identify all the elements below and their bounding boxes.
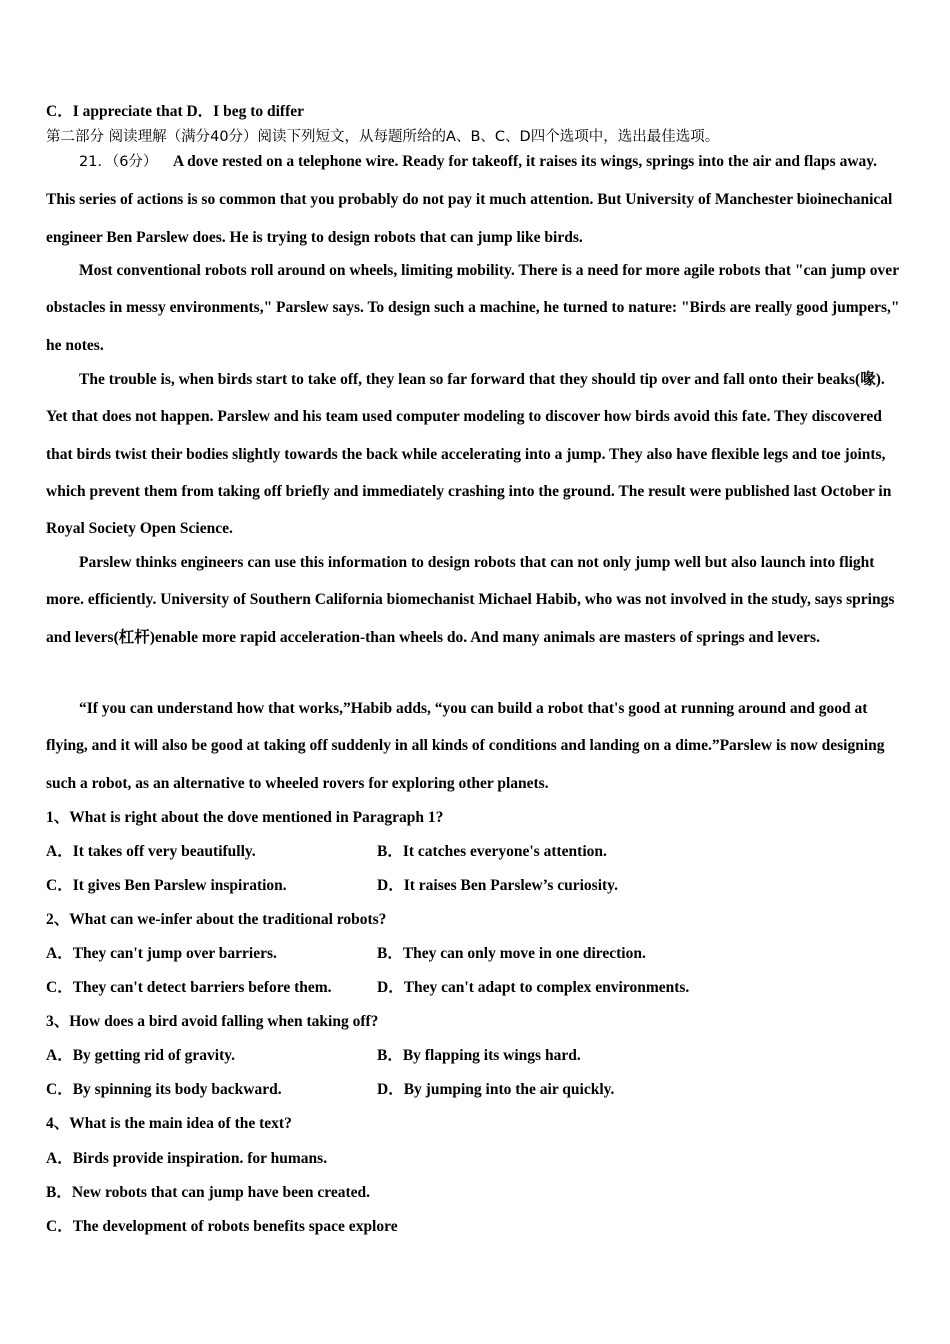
question-1-option-c[interactable]: C．It gives Ben Parslew inspiration. bbox=[46, 877, 287, 894]
section-header: 第二部分 阅读理解（满分40分）阅读下列短文，从每题所给的A、B、C、D四个选项中，选出最佳选项。 bbox=[46, 129, 720, 145]
question-1-option-b[interactable]: B．It catches everyone's attention. bbox=[377, 843, 607, 860]
question-3-option-a[interactable]: A．By getting rid of gravity. bbox=[46, 1047, 235, 1064]
paragraph-1 bbox=[46, 143, 904, 256]
paragraph-1-text: A dove rested on a telephone wire. Ready for takeoff, it raises its wings, springs into the air and flaps away. This series of actions is so common that you probably do not pay it much attention. But University of Manchester bioinechanical engineer Ben Parslew does. He is trying to design robots that can jump like birds. bbox=[46, 153, 893, 246]
question-4-stem: 4、What is the main idea of the text? bbox=[46, 1115, 292, 1132]
paragraph-4: Parslew thinks engineers can use this information to design robots that can not only jump well but also launch into flight more. efficiently. University of Southern California biomechanist Michael Habib, who was not involved in the study, says springs and levers(杠杆)enable more rapid acceleration-than wheels do. And many animals are masters of springs and levers. bbox=[46, 554, 895, 646]
question-2-option-c[interactable]: C．They can't detect barriers before them. bbox=[46, 979, 332, 996]
question-1-option-d[interactable]: D．It raises Ben Parslew’s curiosity. bbox=[377, 877, 618, 894]
question-2-option-d[interactable]: D．They can't adapt to complex environments. bbox=[377, 979, 690, 996]
paragraph-3: The trouble is, when birds start to take off, they lean so far forward that they should tip over and fall onto their beaks(喙). Yet that does not happen. Parslew and his team used computer modeling to discover how birds avoid this fate. They discovered that birds twist their bodies slightly towards the back while accelerating into a jump. They also have flexible legs and toe joints, which prevent them from taking off briefly and immediately crashing into the ground. The result were published last October in Royal Society Open Science. bbox=[46, 371, 892, 538]
question-4-option-c[interactable]: C．The development of robots benefits space explore bbox=[46, 1218, 398, 1235]
question-1-option-a[interactable]: A．It takes off very beautifully. bbox=[46, 843, 256, 860]
paragraph-5: “If you can understand how that works,”Habib adds, “you can build a robot that's good at running around and good at flying, and it will also be good at taking off suddenly in all kinds of conditions and landing on a dime.”Parslew is now designing such a robot, as an alternative to wheeled rovers for exploring other planets. bbox=[46, 700, 885, 792]
question-3-option-d[interactable]: D．By jumping into the air quickly. bbox=[377, 1081, 615, 1098]
question-3-option-c[interactable]: C．By spinning its body backward. bbox=[46, 1081, 282, 1098]
previous-question-options: C．I appreciate that D．I beg to differ bbox=[46, 103, 305, 120]
question-3-stem: 3、How does a bird avoid falling when taking off? bbox=[46, 1013, 379, 1030]
question-2-stem: 2、What can we-infer about the traditional robots? bbox=[46, 911, 387, 928]
passage-label: 21．（6分） bbox=[79, 154, 158, 170]
question-2-option-a[interactable]: A．They can't jump over barriers. bbox=[46, 945, 277, 962]
question-4-option-b[interactable]: B．New robots that can jump have been created. bbox=[46, 1184, 371, 1201]
question-4-option-a[interactable]: A．Birds provide inspiration. for humans. bbox=[46, 1150, 328, 1167]
question-2-option-b[interactable]: B．They can only move in one direction. bbox=[377, 945, 646, 962]
question-1-stem: 1、What is right about the dove mentioned in Paragraph 1? bbox=[46, 809, 444, 826]
question-3-option-b[interactable]: B．By flapping its wings hard. bbox=[377, 1047, 581, 1064]
paragraph-2: Most conventional robots roll around on wheels, limiting mobility. There is a need for more agile robots that "can jump over obstacles in messy environments," Parslew says. To design such a machine, he turned to nature: "Birds are really good jumpers," he notes. bbox=[46, 262, 900, 354]
